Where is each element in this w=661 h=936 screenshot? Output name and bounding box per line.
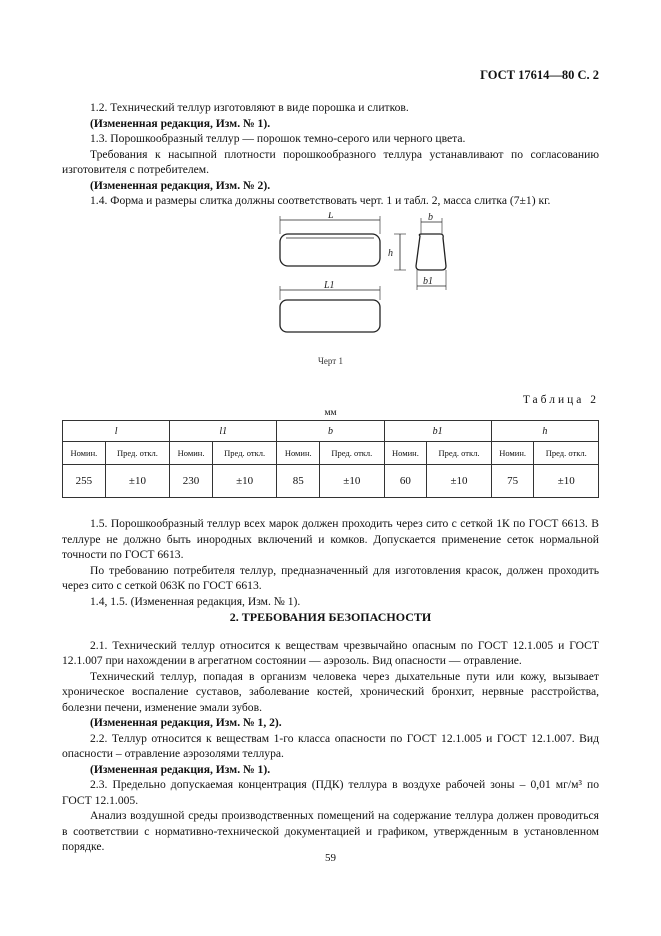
table-cell: ±10	[212, 465, 276, 498]
table-cell: 255	[63, 465, 106, 498]
paragraph: 1.2. Технический теллур изготовляют в виде порошка и слитков.	[90, 101, 409, 114]
paragraph: (Измененная редакция, Изм. № 1).	[90, 116, 271, 130]
ingot-top-outline	[280, 234, 380, 266]
safety-section	[62, 596, 599, 855]
ingot-drawing	[270, 212, 460, 347]
column-sub-header: Пред. откл.	[534, 442, 599, 465]
table-sub-header	[63, 442, 599, 465]
table-cell: 85	[277, 465, 320, 498]
paragraph: 1.4, 1.5. (Измененная редакция, Изм. № 1).	[90, 594, 301, 608]
column-sub-header: Номин.	[384, 442, 427, 465]
ingot-bottom-outline	[280, 300, 380, 332]
column-group-header: l1	[170, 421, 277, 442]
paragraph: По требованию потребителя теллур, предназначенный для изготовления красок, должен проходить через сито с сеткой 063К по ГОСТ 6613.	[62, 563, 599, 592]
table-cell: ±10	[534, 465, 599, 498]
column-sub-header: Пред. откл.	[212, 442, 276, 465]
table-group-header	[63, 421, 599, 442]
page-header: ГОСТ 17614—80 С. 2	[480, 68, 599, 82]
column-sub-header: Номин.	[491, 442, 534, 465]
dim-label-L: L	[328, 212, 334, 221]
dim-label-L1: L1	[324, 280, 335, 291]
paragraph: (Измененная редакция, Изм. № 1).	[90, 762, 271, 776]
paragraph: Технический теллур, попадая в организм человека через дыхательные пути или кожу, вызывает хроническое воспаление суставов, заболевание костей, хронический бронхит, нервные расстройства, болезни печени, изменение эмали зубов.	[62, 669, 599, 714]
paragraph: 2.3. Предельно допускаемая концентрация (ПДК) теллура в воздухе рабочей зоны – 0,01 мг/м³ по ГОСТ 12.1.005.	[62, 778, 599, 807]
section-title: 2. ТРЕБОВАНИЯ БЕЗОПАСНОСТИ	[229, 610, 432, 624]
table-unit: мм	[324, 408, 337, 418]
paragraph: (Измененная редакция, Изм. № 2).	[90, 178, 271, 192]
column-sub-header: Пред. откл.	[320, 442, 384, 465]
column-group-header: l	[63, 421, 170, 442]
paragraph: 1.5. Порошкообразный теллур всех марок должен проходить через сито с сеткой 1К по ГОСТ 6613. В теллуре не должно быть инородных включений и комков. Допускается применение сеток нормальной точности по ГОСТ 6613.	[62, 517, 599, 561]
paragraph: 2.1. Технический теллур относится к веществам чрезвычайно опасным по ГОСТ 12.1.005 и ГОСТ 12.1.007 при нахождении в агрегатном состоянии — аэрозоль. Вид опасности — отравление.	[62, 638, 599, 667]
dimensions-table	[62, 420, 599, 498]
dim-label-b: b	[428, 212, 433, 223]
ingot-section	[416, 234, 446, 270]
column-sub-header: Пред. откл.	[427, 442, 491, 465]
column-sub-header: Номин.	[63, 442, 106, 465]
paragraph: Анализ воздушной среды производственных помещений на содержание теллура должен проводиться в соответствии с нормативно-технической документацией и графиком, утвержденным в установленном порядке.	[62, 809, 599, 853]
table-cell: 75	[491, 465, 534, 498]
intro-block	[62, 100, 599, 209]
table-cell: 60	[384, 465, 427, 498]
dim-label-h: h	[388, 248, 393, 259]
table-cell: ±10	[427, 465, 491, 498]
table-cell: ±10	[320, 465, 384, 498]
column-group-header: h	[491, 421, 598, 442]
paragraph: 1.3. Порошкообразный теллур — порошок темно-серого или черного цвета.	[90, 132, 466, 145]
column-sub-header: Номин.	[170, 442, 213, 465]
table-cell: 230	[170, 465, 213, 498]
page-number: 59	[325, 852, 336, 864]
dim-label-b1: b1	[423, 276, 433, 287]
column-group-header: b	[277, 421, 384, 442]
table-title: Таблица 2	[522, 394, 599, 406]
column-sub-header: Номин.	[277, 442, 320, 465]
table-row	[63, 465, 599, 498]
table-cell: ±10	[105, 465, 169, 498]
column-sub-header: Пред. откл.	[105, 442, 169, 465]
paragraph: (Измененная редакция, Изм. № 1, 2).	[90, 716, 282, 729]
figure-caption: Черт 1	[318, 356, 343, 366]
paragraph: 2.2. Теллур относится к веществам 1-го класса опасности по ГОСТ 12.1.005 и ГОСТ 12.1.007. Вид опасности – отравление аэрозолями теллура.	[62, 731, 599, 760]
paragraph: 1.4. Форма и размеры слитка должны соответствовать черт. 1 и табл. 2, масса слитка (7±1) кг.	[90, 194, 551, 207]
column-group-header: b1	[384, 421, 491, 442]
paragraph: Требования к насыпной плотности порошкообразного теллура устанавливают по согласованию изготовителя с потребителем.	[62, 147, 599, 176]
